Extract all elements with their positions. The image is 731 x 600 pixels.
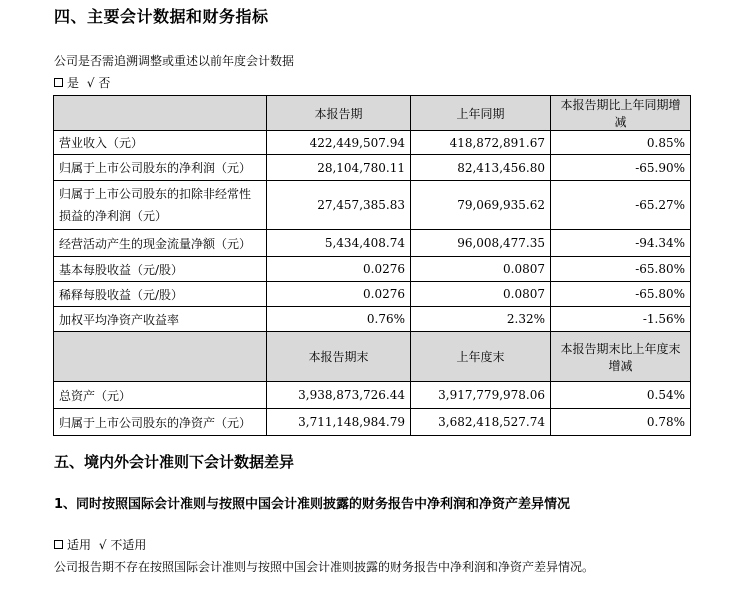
table-cell: 96,008,477.35 [411,230,551,257]
column-header: 本报告期 [267,96,411,131]
table-row [54,307,691,332]
applicable-status [54,536,146,553]
table-cell: 3,682,418,527.74 [411,409,551,436]
column-header: 本报告期末 [267,332,411,382]
restate-no: 否 [98,76,111,90]
table-cell: 0.78% [551,409,691,436]
section-4-title: 四、主要会计数据和财务指标 [54,7,269,26]
table-header-row [54,96,691,131]
table-cell: -94.34% [551,230,691,257]
table-row [54,155,691,181]
table-cell: 2.32% [411,307,551,332]
column-header: 本报告期末比上年度末增减 [551,332,691,382]
row-label: 归属于上市公司股东的净利润（元） [54,155,267,181]
row-label: 经营活动产生的现金流量净额（元） [54,230,267,257]
table-cell: 82,413,456.80 [411,155,551,181]
row-label: 归属于上市公司股东的扣除非经常性损益的净利润（元） [54,181,267,230]
financial-indicators-table [53,95,691,436]
table-cell: 0.0807 [411,257,551,282]
table-cell: 0.54% [551,382,691,409]
difference-note: 公司报告期不存在按照国际会计准则与按照中国会计准则披露的财务报告中净利润和净资产差异情况。 [54,560,595,574]
table-cell: 418,872,891.67 [411,131,551,155]
check-mark-icon: √ [86,76,95,90]
table-cell: 3,711,148,984.79 [267,409,411,436]
column-header: 上年度末 [411,332,551,382]
table-row [54,181,691,230]
row-label: 基本每股收益（元/股） [54,257,267,282]
restate-yes: 是 [67,76,80,90]
table-cell: 3,938,873,726.44 [267,382,411,409]
section-5-subtitle: 1、同时按照国际会计准则与按照中国会计准则披露的财务报告中净利润和净资产差异情况 [54,497,571,512]
table-cell: 0.0276 [267,257,411,282]
column-header: 上年同期 [411,96,551,131]
row-label: 总资产（元） [54,382,267,409]
table-row [54,382,691,409]
row-label: 加权平均净资产收益率 [54,307,267,332]
checkbox-icon [54,78,63,87]
check-mark-icon: √ [98,538,107,552]
table-row [54,131,691,155]
checkbox-icon [54,540,63,549]
table-row [54,230,691,257]
column-header [54,96,267,131]
table-cell: -65.27% [551,181,691,230]
row-label: 营业收入（元） [54,131,267,155]
table-cell: 5,434,408.74 [267,230,411,257]
table-cell: -65.80% [551,257,691,282]
table-row [54,409,691,436]
applicable-no: 不适用 [110,538,147,552]
applicable-yes: 适用 [67,538,92,552]
section-5-title: 五、境内外会计准则下会计数据差异 [54,453,295,471]
table-cell: 0.85% [551,131,691,155]
table-cell: 0.0807 [411,282,551,307]
table-row [54,257,691,282]
table-cell: 3,917,779,978.06 [411,382,551,409]
restate-question: 公司是否需追溯调整或重述以前年度会计数据 [54,54,295,68]
table-header-row [54,332,691,382]
table-cell: 422,449,507.94 [267,131,411,155]
table-cell: -65.80% [551,282,691,307]
restate-answer [54,74,110,91]
column-header [54,332,267,382]
table-cell: 27,457,385.83 [267,181,411,230]
table-cell: -65.90% [551,155,691,181]
table-row [54,282,691,307]
table-cell: 79,069,935.62 [411,181,551,230]
table-cell: -1.56% [551,307,691,332]
row-label: 归属于上市公司股东的净资产（元） [54,409,267,436]
table-cell: 28,104,780.11 [267,155,411,181]
table-cell: 0.0276 [267,282,411,307]
row-label: 稀释每股收益（元/股） [54,282,267,307]
column-header: 本报告期比上年同期增减 [551,96,691,131]
table-cell: 0.76% [267,307,411,332]
